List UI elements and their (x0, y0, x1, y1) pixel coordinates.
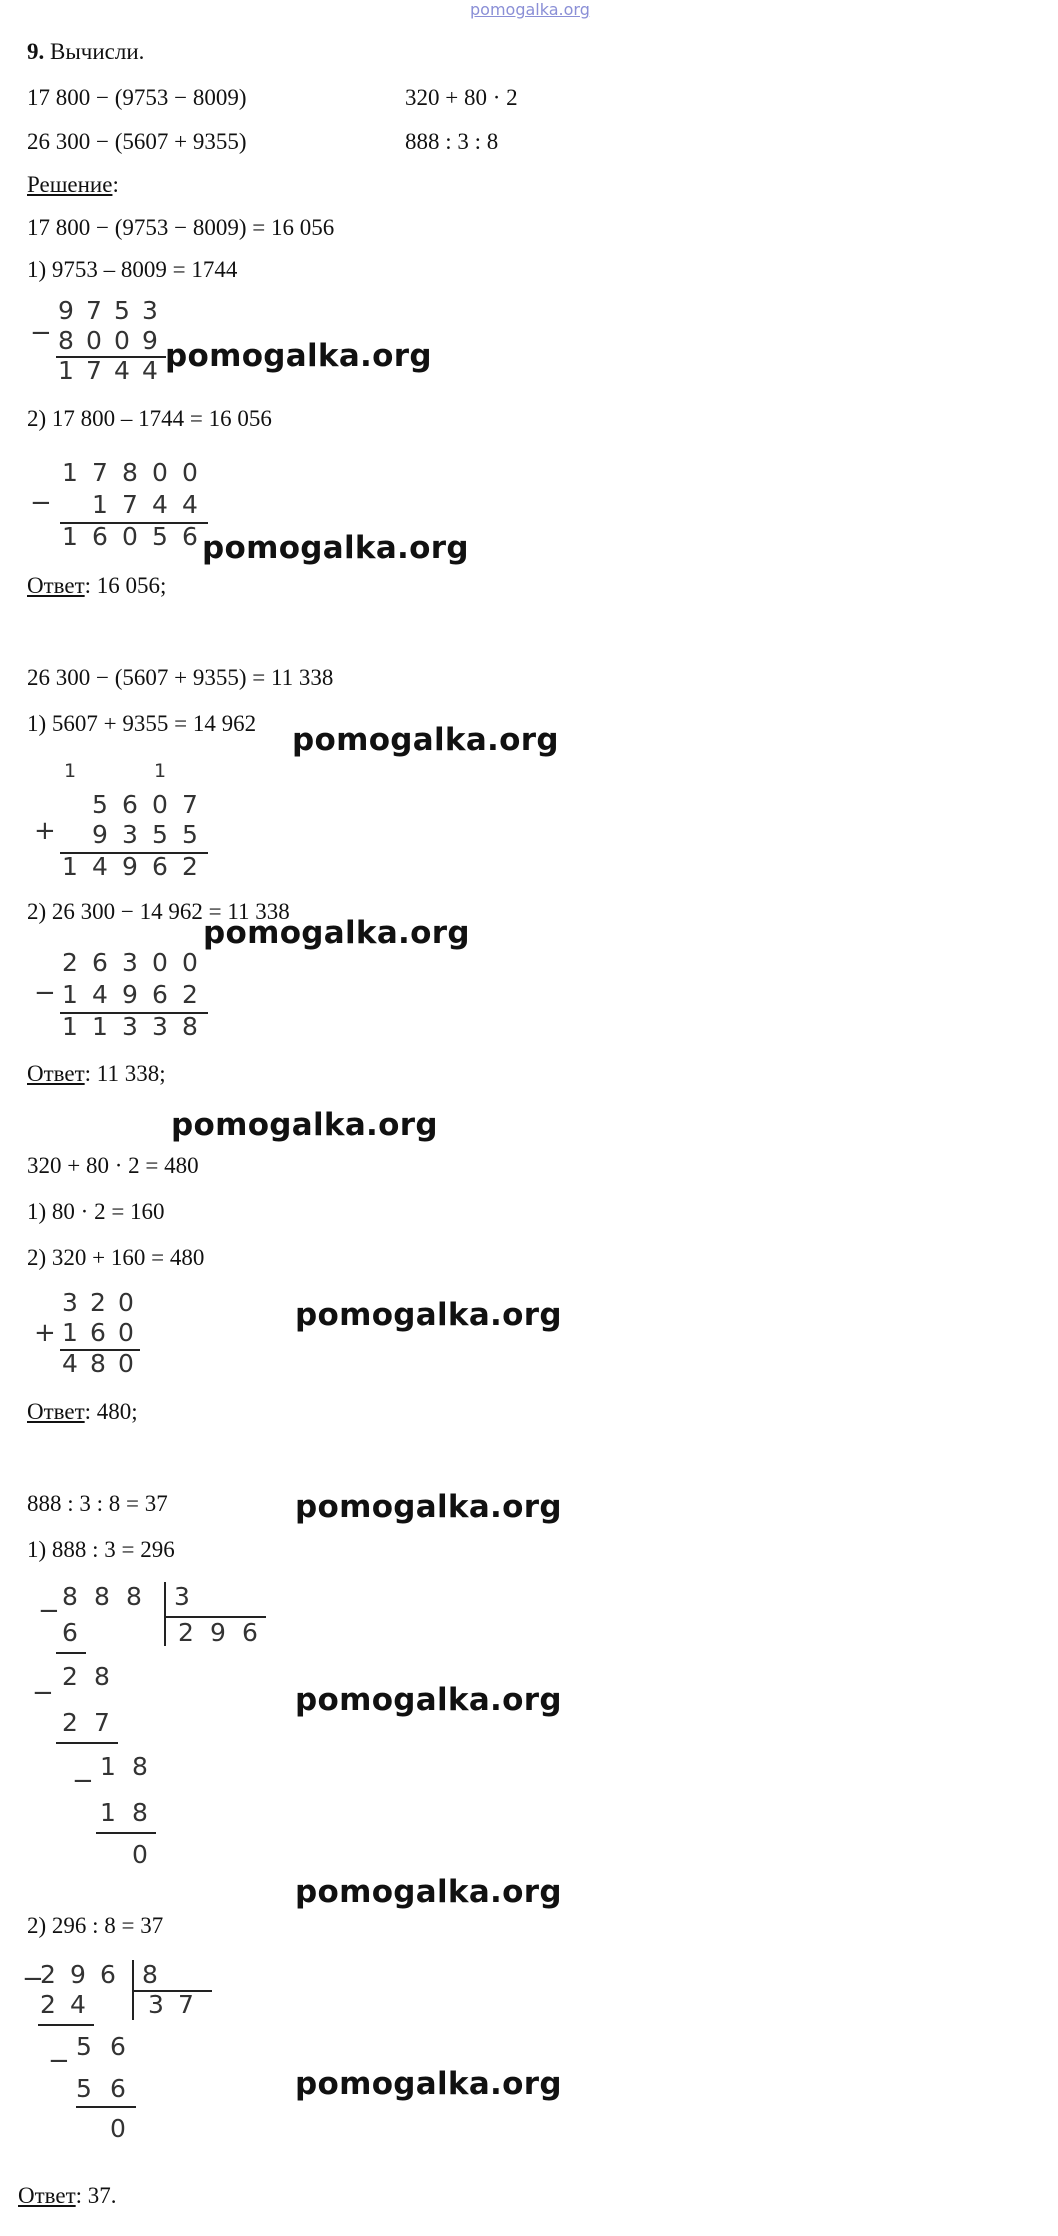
p2-main: 26 300 − (5607 + 9355) = 11 338 (27, 665, 334, 690)
site-header-link[interactable]: pomogalka.org (470, 0, 590, 19)
p3-main: 320 + 80 · 2 = 480 (27, 1153, 199, 1178)
watermark: pomogalka.org (295, 1297, 562, 1333)
p2-column-subtraction: − 2 6 3 0 0 1 4 9 6 2 1 1 3 3 8 (30, 948, 230, 1043)
watermark: pomogalka.org (295, 1682, 562, 1718)
task-expr-2: 320 + 80 · 2 (405, 85, 518, 110)
p4-step1: 1) 888 : 3 = 296 (27, 1537, 175, 1562)
p4-long-division-1: − 8 8 8 3 2 9 6 6 − 2 8 2 7 − 1 8 1 8 0 (30, 1582, 280, 1892)
solution-heading: Решение: (27, 172, 119, 197)
p3-answer: Ответ: 480; (27, 1399, 138, 1424)
p2-step2: 2) 26 300 − 14 962 = 11 338 (27, 899, 290, 924)
p1-step1: 1) 9753 – 8009 = 1744 (27, 257, 238, 282)
p1-answer: Ответ: 16 056; (27, 573, 167, 598)
p4-step2: 2) 296 : 8 = 37 (27, 1913, 164, 1938)
p4-long-division-2: − 2 9 6 8 3 7 2 4 − 5 6 5 6 0 (18, 1960, 218, 2170)
p1-step2: 2) 17 800 – 1744 = 16 056 (27, 406, 272, 431)
p4-answer: Ответ: 37. (18, 2183, 117, 2208)
p1-main: 17 800 − (9753 − 8009) = 16 056 (27, 215, 335, 240)
task-heading (27, 38, 144, 66)
p3-column-addition: + 3 2 0 1 6 0 4 8 0 (30, 1288, 170, 1380)
watermark: pomogalka.org (202, 530, 469, 566)
p2-column-addition: 1 1 + 5 6 0 7 9 3 5 5 1 4 9 6 2 (30, 756, 230, 881)
task-title: Вычисли. (50, 39, 145, 64)
task-number: 9. (27, 39, 45, 64)
watermark: pomogalka.org (295, 2066, 562, 2102)
p2-step1: 1) 5607 + 9355 = 14 962 (27, 711, 257, 736)
p4-main: 888 : 3 : 8 = 37 (27, 1491, 168, 1516)
watermark: pomogalka.org (171, 1107, 438, 1143)
p1-column-subtraction-1: − 9 7 5 3 8 0 0 9 1 7 4 4 (30, 296, 210, 386)
p3-step2: 2) 320 + 160 = 480 (27, 1245, 205, 1270)
task-expr-3: 26 300 − (5607 + 9355) (27, 129, 247, 154)
watermark: pomogalka.org (295, 1489, 562, 1525)
p3-step1: 1) 80 · 2 = 160 (27, 1199, 165, 1224)
p2-answer: Ответ: 11 338; (27, 1061, 166, 1086)
task-expr-4: 888 : 3 : 8 (405, 129, 499, 154)
p1-column-subtraction-2: − 1 7 8 0 0 1 7 4 4 1 6 0 5 6 (30, 458, 230, 550)
watermark: pomogalka.org (165, 338, 432, 374)
watermark: pomogalka.org (295, 1874, 562, 1910)
watermark: pomogalka.org (292, 722, 559, 758)
task-expr-1: 17 800 − (9753 − 8009) (27, 85, 247, 110)
watermark: pomogalka.org (203, 915, 470, 951)
